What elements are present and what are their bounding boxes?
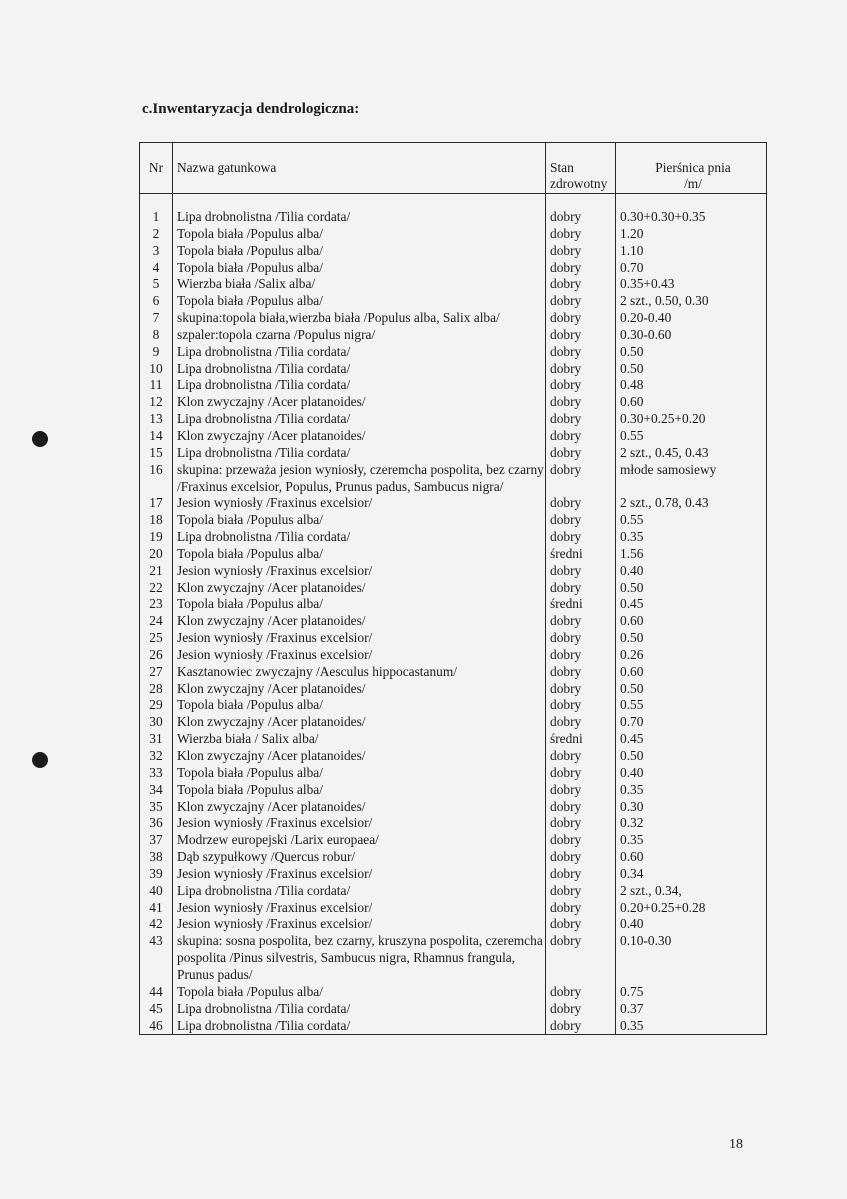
row-name: Jesion wyniosły /Fraxinus excelsior/ — [173, 630, 546, 647]
table-row — [140, 883, 766, 900]
row-nr: 24 — [140, 613, 173, 630]
row-stan: dobry — [546, 630, 616, 647]
row-nr: 4 — [140, 260, 173, 277]
row-name: Topola biała /Populus alba/ — [173, 260, 546, 277]
row-piersnica: 0.50 — [620, 680, 644, 696]
row-name: Lipa drobnolistna /Tilia cordata/ — [173, 445, 546, 462]
row-stan: dobry — [546, 647, 616, 664]
row-piersnica: 0.55 — [620, 512, 644, 528]
table-row — [140, 495, 766, 512]
row-name: Klon zwyczajny /Acer platanoides/ — [173, 580, 546, 597]
row-piersnica: 0.30-0.60 — [620, 326, 672, 342]
table-row — [140, 377, 766, 394]
table-row — [140, 428, 766, 445]
table-row — [140, 563, 766, 580]
row-piersnica: 0.30 — [620, 798, 644, 814]
row-stan: dobry — [546, 815, 616, 832]
row-name: Klon zwyczajny /Acer platanoides/ — [173, 428, 546, 445]
row-name: Jesion wyniosły /Fraxinus excelsior/ — [173, 647, 546, 664]
row-nr: 7 — [140, 310, 173, 327]
row-stan: dobry — [546, 293, 616, 310]
table-row — [140, 209, 766, 226]
row-stan: dobry — [546, 563, 616, 580]
row-stan: dobry — [546, 883, 616, 900]
row-nr: 25 — [140, 630, 173, 647]
row-stan: dobry — [546, 849, 616, 866]
row-piersnica: 0.34 — [620, 865, 644, 881]
row-nr: 23 — [140, 596, 173, 613]
row-piersnica: 0.40 — [620, 764, 644, 780]
row-piersnica: 0.55 — [620, 697, 644, 713]
row-piersnica: 0.50 — [620, 343, 644, 359]
row-name: Klon zwyczajny /Acer platanoides/ — [173, 714, 546, 731]
row-nr: 26 — [140, 647, 173, 664]
table-row — [140, 748, 766, 765]
row-name: Lipa drobnolistna /Tilia cordata/ — [173, 361, 546, 378]
table-row — [140, 529, 766, 546]
row-piersnica: 1.56 — [620, 545, 644, 561]
row-stan: średni — [546, 546, 616, 563]
row-piersnica: 0.50 — [620, 630, 644, 646]
row-stan: dobry — [546, 529, 616, 546]
table-row — [140, 900, 766, 917]
row-nr: 28 — [140, 681, 173, 698]
row-name: Lipa drobnolistna /Tilia cordata/ — [173, 344, 546, 361]
row-nr: 8 — [140, 327, 173, 344]
row-stan: dobry — [546, 613, 616, 630]
row-name: Topola biała /Populus alba/ — [173, 596, 546, 613]
row-stan: dobry — [546, 782, 616, 799]
table-row — [140, 866, 766, 883]
table-row — [140, 714, 766, 731]
row-nr: 14 — [140, 428, 173, 445]
row-piersnica: 0.35 — [620, 529, 644, 545]
page-number: 18 — [729, 1137, 743, 1152]
row-stan: dobry — [546, 1018, 616, 1035]
row-stan: dobry — [546, 799, 616, 816]
row-nr: 5 — [140, 276, 173, 293]
row-name: Lipa drobnolistna /Tilia cordata/ — [173, 529, 546, 546]
row-piersnica: 0.70 — [620, 259, 644, 275]
row-piersnica: 0.40 — [620, 562, 644, 578]
row-nr: 9 — [140, 344, 173, 361]
row-stan: dobry — [546, 411, 616, 428]
row-name: skupina: przeważa jesion wyniosły, czeremcha pospolita, bez czarny /Fraxinus excelsior, Populus, Prunus padus, Sambucus nigra/ — [173, 462, 546, 496]
row-name: Jesion wyniosły /Fraxinus excelsior/ — [173, 900, 546, 917]
table-row — [140, 697, 766, 714]
row-stan: dobry — [546, 462, 616, 496]
row-piersnica: 0.60 — [620, 613, 644, 629]
row-stan: dobry — [546, 226, 616, 243]
row-stan: dobry — [546, 832, 616, 849]
table-row — [140, 1018, 766, 1035]
table-row — [140, 832, 766, 849]
row-nr: 29 — [140, 697, 173, 714]
row-stan: dobry — [546, 664, 616, 681]
row-piersnica: 0.50 — [620, 579, 644, 595]
table-row — [140, 799, 766, 816]
row-nr: 42 — [140, 916, 173, 933]
row-nr: 6 — [140, 293, 173, 310]
row-piersnica: 2 szt., 0.45, 0.43 — [620, 444, 709, 460]
row-piersnica: 2 szt., 0.50, 0.30 — [620, 293, 709, 309]
row-piersnica: 2 szt., 0.78, 0.43 — [620, 495, 709, 511]
row-stan: dobry — [546, 748, 616, 765]
row-piersnica: 0.40 — [620, 916, 644, 932]
header-stan — [546, 143, 616, 193]
row-piersnica: 0.37 — [620, 1000, 644, 1016]
table-row — [140, 765, 766, 782]
row-stan: dobry — [546, 428, 616, 445]
row-piersnica: 0.20-0.40 — [620, 310, 672, 326]
row-piersnica: 0.50 — [620, 360, 644, 376]
row-name: Klon zwyczajny /Acer platanoides/ — [173, 748, 546, 765]
row-nr: 3 — [140, 243, 173, 260]
row-stan: dobry — [546, 765, 616, 782]
row-piersnica: 0.10-0.30 — [620, 933, 672, 949]
row-name: Kasztanowiec zwyczajny /Aesculus hippocastanum/ — [173, 664, 546, 681]
table-row — [140, 344, 766, 361]
table-header — [140, 143, 766, 194]
table-row — [140, 361, 766, 378]
row-nr: 16 — [140, 462, 173, 496]
row-stan: dobry — [546, 276, 616, 293]
row-name: szpaler:topola czarna /Populus nigra/ — [173, 327, 546, 344]
header-spacer — [140, 194, 766, 209]
table-row — [140, 512, 766, 529]
row-stan: dobry — [546, 209, 616, 226]
row-name: Dąb szypułkowy /Quercus robur/ — [173, 849, 546, 866]
row-stan: dobry — [546, 697, 616, 714]
row-name: Jesion wyniosły /Fraxinus excelsior/ — [173, 866, 546, 883]
table-row — [140, 327, 766, 344]
table-row — [140, 411, 766, 428]
row-name: Jesion wyniosły /Fraxinus excelsior/ — [173, 916, 546, 933]
row-nr: 33 — [140, 765, 173, 782]
row-name: Klon zwyczajny /Acer platanoides/ — [173, 613, 546, 630]
row-name: Lipa drobnolistna /Tilia cordata/ — [173, 1018, 546, 1035]
row-stan: dobry — [546, 681, 616, 698]
row-stan: średni — [546, 731, 616, 748]
row-name: Topola biała /Populus alba/ — [173, 243, 546, 260]
row-stan: dobry — [546, 327, 616, 344]
row-nr: 37 — [140, 832, 173, 849]
row-name: Jesion wyniosły /Fraxinus excelsior/ — [173, 495, 546, 512]
row-piersnica: 0.30+0.30+0.35 — [620, 209, 706, 224]
row-stan: dobry — [546, 495, 616, 512]
row-nr: 22 — [140, 580, 173, 597]
table-row — [140, 394, 766, 411]
row-piersnica: 0.45 — [620, 731, 644, 747]
row-stan: dobry — [546, 1001, 616, 1018]
row-name: Topola biała /Populus alba/ — [173, 697, 546, 714]
table-row — [140, 984, 766, 1001]
row-stan: dobry — [546, 900, 616, 917]
row-name: Wierzba biała /Salix alba/ — [173, 276, 546, 293]
row-nr: 32 — [140, 748, 173, 765]
header-stan-line1: Stan — [550, 160, 574, 175]
row-name: Lipa drobnolistna /Tilia cordata/ — [173, 411, 546, 428]
row-name: Jesion wyniosły /Fraxinus excelsior/ — [173, 563, 546, 580]
row-name: Topola biała /Populus alba/ — [173, 984, 546, 1001]
row-piersnica: 1.10 — [620, 242, 644, 258]
row-name: Jesion wyniosły /Fraxinus excelsior/ — [173, 815, 546, 832]
row-nr: 10 — [140, 361, 173, 378]
header-nr: Nr — [140, 143, 173, 193]
row-stan: dobry — [546, 984, 616, 1001]
row-stan: dobry — [546, 933, 616, 984]
row-piersnica: 2 szt., 0.34, — [620, 882, 682, 898]
row-piersnica: 0.35 — [620, 781, 644, 797]
header-name: Nazwa gatunkowa — [173, 143, 546, 193]
row-name: Klon zwyczajny /Acer platanoides/ — [173, 394, 546, 411]
row-piersnica: 0.20+0.25+0.28 — [620, 899, 706, 915]
table-row — [140, 731, 766, 748]
row-nr: 41 — [140, 900, 173, 917]
row-nr: 39 — [140, 866, 173, 883]
row-name: Wierzba biała / Salix alba/ — [173, 731, 546, 748]
punch-hole — [32, 431, 48, 447]
table-row — [140, 226, 766, 243]
row-stan: dobry — [546, 714, 616, 731]
row-nr: 12 — [140, 394, 173, 411]
table-row — [140, 815, 766, 832]
row-nr: 31 — [140, 731, 173, 748]
row-nr: 18 — [140, 512, 173, 529]
row-name: Lipa drobnolistna /Tilia cordata/ — [173, 209, 546, 226]
row-piersnica: 0.48 — [620, 377, 644, 393]
row-stan: dobry — [546, 866, 616, 883]
table-row — [140, 681, 766, 698]
row-stan: dobry — [546, 310, 616, 327]
row-name: skupina: sosna pospolita, bez czarny, kruszyna pospolita, czeremcha pospolita /Pinus silvestris, Sambucus nigra, Rhamnus frangula, Prunus padus/ — [173, 933, 546, 984]
row-name: Modrzew europejski /Larix europaea/ — [173, 832, 546, 849]
row-piersnica: 0.60 — [620, 663, 644, 679]
table-row — [140, 933, 766, 984]
row-stan: dobry — [546, 394, 616, 411]
row-nr: 40 — [140, 883, 173, 900]
table-row — [140, 445, 766, 462]
row-stan: dobry — [546, 260, 616, 277]
row-piersnica: 0.45 — [620, 596, 644, 612]
row-piersnica: 0.70 — [620, 714, 644, 730]
row-nr: 21 — [140, 563, 173, 580]
row-name: Topola biała /Populus alba/ — [173, 765, 546, 782]
row-nr: 1 — [140, 209, 173, 226]
row-piersnica: młode samosiewy — [620, 461, 717, 477]
table-row — [140, 782, 766, 799]
table-row — [140, 462, 766, 496]
row-nr: 2 — [140, 226, 173, 243]
row-nr: 38 — [140, 849, 173, 866]
row-name: Topola biała /Populus alba/ — [173, 226, 546, 243]
row-piersnica: 0.35+0.43 — [620, 276, 675, 292]
row-stan: dobry — [546, 512, 616, 529]
row-piersnica: 0.75 — [620, 983, 644, 999]
row-stan: dobry — [546, 445, 616, 462]
table-row — [140, 310, 766, 327]
row-nr: 35 — [140, 799, 173, 816]
row-piersnica: 0.32 — [620, 815, 644, 831]
table-row — [140, 243, 766, 260]
row-stan: dobry — [546, 916, 616, 933]
row-nr: 44 — [140, 984, 173, 1001]
page-title: c.Inwentaryzacja dendrologiczna: — [142, 101, 360, 117]
table-row — [140, 293, 766, 310]
row-stan: dobry — [546, 243, 616, 260]
table-row — [140, 546, 766, 563]
table-row — [140, 276, 766, 293]
table-row — [140, 664, 766, 681]
row-name: Topola biała /Populus alba/ — [173, 546, 546, 563]
table-row — [140, 849, 766, 866]
row-name: Lipa drobnolistna /Tilia cordata/ — [173, 883, 546, 900]
header-stan-line2: zdrowotny — [550, 176, 608, 191]
row-name: Lipa drobnolistna /Tilia cordata/ — [173, 1001, 546, 1018]
table-row — [140, 260, 766, 277]
row-name: Topola biała /Populus alba/ — [173, 293, 546, 310]
row-name: Klon zwyczajny /Acer platanoides/ — [173, 681, 546, 698]
row-piersnica: 0.35 — [620, 1017, 644, 1033]
row-stan: dobry — [546, 377, 616, 394]
table-row — [140, 1001, 766, 1018]
row-nr: 36 — [140, 815, 173, 832]
row-piersnica: 0.55 — [620, 427, 644, 443]
row-nr: 17 — [140, 495, 173, 512]
row-piersnica: 0.26 — [620, 646, 644, 662]
inventory-table — [139, 142, 767, 1035]
row-name: skupina:topola biała,wierzba biała /Populus alba, Salix alba/ — [173, 310, 546, 327]
row-nr: 15 — [140, 445, 173, 462]
row-piersnica: 1.20 — [620, 225, 644, 241]
table-row — [140, 580, 766, 597]
row-nr: 27 — [140, 664, 173, 681]
row-stan: dobry — [546, 344, 616, 361]
row-nr: 20 — [140, 546, 173, 563]
row-nr: 34 — [140, 782, 173, 799]
table-row — [140, 596, 766, 613]
row-piersnica: 0.50 — [620, 748, 644, 763]
row-nr: 46 — [140, 1018, 173, 1035]
row-nr: 19 — [140, 529, 173, 546]
row-piersnica: 0.30+0.25+0.20 — [620, 411, 706, 427]
table-row — [140, 613, 766, 630]
row-stan: dobry — [546, 361, 616, 378]
row-piersnica: 0.35 — [620, 832, 644, 848]
row-nr: 11 — [140, 377, 173, 394]
header-piersnica — [616, 143, 766, 193]
row-name: Klon zwyczajny /Acer platanoides/ — [173, 799, 546, 816]
header-piersnica-line2: /m/ — [684, 176, 702, 191]
row-name: Topola biała /Populus alba/ — [173, 512, 546, 529]
row-stan: średni — [546, 596, 616, 613]
row-nr: 43 — [140, 933, 173, 984]
row-nr: 13 — [140, 411, 173, 428]
row-stan: dobry — [546, 580, 616, 597]
row-nr: 30 — [140, 714, 173, 731]
table-row — [140, 630, 766, 647]
row-nr: 45 — [140, 1001, 173, 1018]
table-row — [140, 916, 766, 933]
row-piersnica: 0.60 — [620, 849, 644, 865]
punch-hole — [32, 752, 48, 768]
table-row — [140, 647, 766, 664]
row-name: Topola biała /Populus alba/ — [173, 782, 546, 799]
header-piersnica-line1: Pierśnica pnia — [655, 160, 731, 175]
table-body — [140, 209, 766, 1034]
row-piersnica: 0.60 — [620, 394, 644, 410]
row-name: Lipa drobnolistna /Tilia cordata/ — [173, 377, 546, 394]
